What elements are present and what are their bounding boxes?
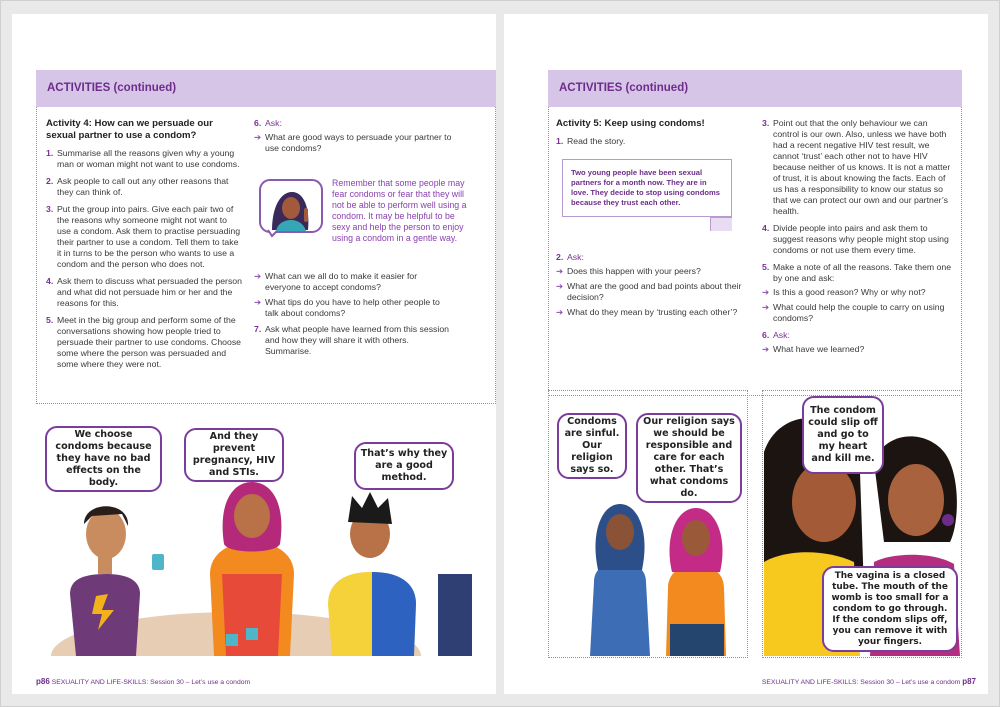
arrow-icon: ➔: [556, 307, 564, 317]
section-title: ACTIVITIES (continued): [559, 82, 689, 94]
arrow-icon: ➔: [762, 344, 770, 354]
page-number: p87: [962, 677, 976, 686]
arrow-icon: ➔: [762, 302, 770, 312]
question-item: ➔ Is this a good reason? Why or why not?: [762, 287, 926, 297]
page-footer: p86 SEXUALITY AND LIFE-SKILLS: Session 30 – Let’s use a condom: [36, 677, 251, 686]
arrow-icon: ➔: [254, 132, 262, 142]
question-item: ➔ What could help the couple to carry on using condoms?: [762, 302, 945, 323]
question-item: ➔ What are the good and bad points about their decision?: [556, 281, 742, 302]
activity5-column-2: [762, 118, 952, 359]
question-item: ➔ What can we all do to make it easier for everyone to accept condoms?: [254, 271, 418, 292]
arrow-icon: ➔: [254, 271, 262, 281]
step-item: 2. Ask people to call out any other reasons that they can think of.: [46, 176, 229, 197]
activity4-column-2b: [254, 268, 454, 363]
speech-bubble: Condoms are sinful. Our religion says so.: [557, 413, 627, 479]
section-band: [548, 70, 962, 107]
arrow-icon: ➔: [556, 281, 564, 291]
activity5-column-1b: [556, 252, 756, 322]
step-item: 1. Summarise all the reasons given why a young man or woman might not want to use condoms.: [46, 148, 240, 169]
arrow-icon: ➔: [254, 297, 262, 307]
question-item: ➔ Does this happen with your peers?: [556, 266, 701, 276]
question-item: ➔ What do they mean by ‘trusting each other’?: [556, 307, 738, 317]
step-item: 3. Point out that the only behaviour we can control is our own. Also, unless we have both had a recent negative HIV test result, we cannot ‘trust’ each other not to have HIV because neither of us knows. It is not a matter of trust, it is about knowing the facts. Each of us has a responsibility to know our status so that we can protect our own and our partner’s health.: [762, 118, 951, 216]
facilitator-illustration: [258, 178, 328, 238]
step-item: 7. Ask what people have learned from this session and how they will share it with others. Summarise.: [254, 324, 449, 356]
speech-bubble: Our religion says we should be responsible and care for each other. That’s what condoms do.: [636, 413, 742, 503]
arrow-icon: ➔: [556, 266, 564, 276]
page-number: p86: [36, 677, 50, 686]
speech-bubble: The condom could slip off and go to my heart and kill me.: [802, 396, 884, 474]
step-item: 4. Divide people into pairs and ask them to suggest reasons why people might stop using condoms or not use them every time.: [762, 223, 949, 255]
section-title: ACTIVITIES (continued): [47, 82, 177, 94]
facilitator-note: Remember that some people may fear condoms or fear that they will not be able to perform well using a condom. It may be helpful to be sexy and help the person to enjoy using a condom in a gentle way.: [332, 178, 467, 243]
question-item: ➔ What have we learned?: [762, 344, 865, 354]
story-card: Two young people have been sexual partners for a month now. They are in love. They decide to stop using condoms because they trust each other.: [562, 159, 732, 217]
speech-bubble: We choose condoms because they have no bad effects on the body.: [45, 426, 162, 492]
step-item: 5. Meet in the big group and perform some of the conversations showing how people tried to persuade their partner to use condoms. Choose some where the person was persuaded and some where they were not.: [46, 315, 241, 369]
page-footer: SEXUALITY AND LIFE-SKILLS: Session 30 – Let’s use a condom p87: [761, 677, 976, 686]
arrow-icon: ➔: [762, 287, 770, 297]
step-item: 6. Ask:: [254, 118, 282, 128]
activity4-column-1: [46, 118, 243, 376]
speech-bubble: The vagina is a closed tube. The mouth of the womb is too small for a condom to go through. If the condom slips off, you can remove it with your fingers.: [822, 566, 958, 652]
section-band: [36, 70, 496, 107]
activity-title: Activity 4: How can we persuade our sexual partner to use a condom?: [46, 118, 213, 141]
speech-bubble: That’s why they are a good method.: [354, 442, 454, 490]
page-left: [12, 14, 496, 694]
question-item: ➔ What are good ways to persuade your partner to use condoms?: [254, 132, 452, 153]
step-item: 2. Ask:: [556, 252, 584, 262]
activity-title: Activity 5: Keep using condoms!: [556, 118, 705, 129]
step-item: 6. Ask:: [762, 330, 790, 340]
step-item: 4. Ask them to discuss what persuaded the person and what did not persuade him or her and the reasons for this.: [46, 276, 242, 308]
page-fold-corner: [710, 217, 732, 231]
step-item: 1. Read the story.: [556, 136, 626, 146]
question-item: ➔ What tips do you have to help other people to talk about condoms?: [254, 297, 440, 318]
activity5-column-1: [556, 118, 746, 153]
page-right: [504, 14, 988, 694]
speech-bubble: And they prevent pregnancy, HIV and STIs.: [184, 428, 284, 482]
step-item: 5. Make a note of all the reasons. Take them one by one and ask:: [762, 262, 952, 283]
activity4-column-2: [254, 118, 454, 158]
step-item: 3. Put the group into pairs. Give each pair two of the reasons why someone might not want to use a condom. Ask them to practise persuading their partner to use a condom. Tell them to take it in turns to be the person who wants to use a condom and the person who does not.: [46, 204, 241, 269]
